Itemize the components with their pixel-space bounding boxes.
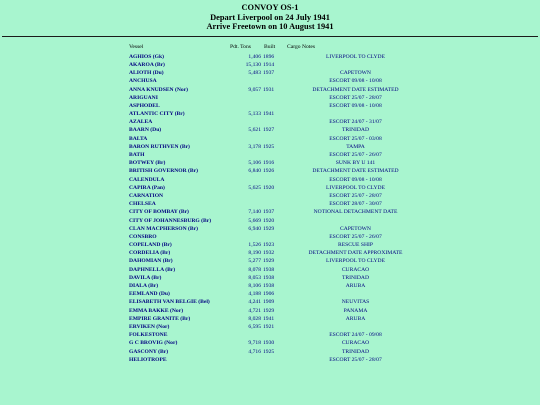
vessel-notes: ARUBA	[345, 283, 366, 290]
vessel-name: ARIGUANI	[129, 94, 158, 101]
table-row	[0, 275, 540, 283]
vessel-tons: 4,721	[248, 307, 261, 314]
vessel-name: DAHOMIAN (Br)	[129, 258, 173, 265]
vessel-built: 1906	[263, 291, 275, 298]
vessel-built: 1926	[263, 168, 275, 175]
column-header-vessel: Vessel	[129, 43, 144, 50]
vessel-notes: SUNK BY U 141	[335, 160, 376, 167]
vessel-name: BATH	[129, 152, 145, 159]
vessel-built: 1927	[263, 127, 275, 134]
table-row	[0, 193, 540, 201]
vessel-built: 1925	[263, 348, 275, 355]
vessel-name: EMMA BAKKE (Nor)	[129, 307, 184, 314]
vessel-name: FOLKESTONE	[129, 332, 168, 339]
vessel-name: GASCONY (Br)	[129, 348, 169, 355]
vessel-name: ANCHUSA	[129, 78, 157, 85]
vessel-notes: TRINIDAD	[341, 274, 370, 281]
vessel-tons: 8,106	[248, 283, 261, 290]
vessel-notes: NEUVITAS	[341, 299, 370, 306]
vessel-built: 1920	[263, 184, 275, 191]
table-header-row	[0, 44, 540, 54]
table-row	[0, 316, 540, 324]
vessel-notes: LIVERPOOL TO CLYDE	[325, 184, 385, 191]
vessel-name: EEMLAND (Du)	[129, 291, 170, 298]
table-row	[0, 242, 540, 250]
table-row	[0, 340, 540, 348]
arrival-line: Arrive Freetown on 10 August 1941	[206, 22, 334, 32]
vessel-notes: ESCORT 25/07 - 03/08	[329, 135, 382, 142]
table-row	[0, 160, 540, 168]
vessel-name: CONSBRO	[129, 233, 157, 240]
convoy-title: CONVOY OS-1	[241, 3, 299, 12]
vessel-tons: 8,078	[248, 266, 261, 273]
departure-line: Depart Liverpool on 24 July 1941	[210, 12, 330, 22]
vessel-notes: ESCORT 25/07 - 28/07	[329, 94, 382, 101]
vessel-name: ERVIKEN (Nor)	[129, 323, 170, 330]
table-row	[0, 70, 540, 78]
column-header-built: Built	[264, 43, 276, 50]
vessel-built: 1938	[263, 283, 275, 290]
column-header-notes: Cargo Notes	[287, 43, 316, 50]
table-row	[0, 185, 540, 193]
convoy-table	[0, 44, 540, 365]
vessel-notes: ESCORT 25/07 - 26/07	[329, 152, 382, 159]
table-row	[0, 291, 540, 299]
vessel-name: ALIOTH (Du)	[129, 70, 164, 77]
vessel-name: ASPHODEL	[129, 102, 160, 109]
vessel-notes: ESCORT 25/07 - 28/07	[329, 356, 382, 363]
vessel-tons: 5,277	[248, 258, 261, 265]
vessel-tons: 6,595	[248, 323, 261, 330]
vessel-name: G C BROVIG (Nor)	[129, 340, 178, 347]
vessel-built: 1938	[263, 266, 275, 273]
vessel-notes: ESCORT 25/07 - 28/07	[329, 192, 382, 199]
vessel-name: DAPHNELLA (Br)	[129, 266, 176, 273]
vessel-name: AKAROA (Br)	[129, 61, 165, 68]
vessel-tons: 4,716	[248, 348, 261, 355]
vessel-tons: 4,188	[248, 291, 261, 298]
table-row	[0, 144, 540, 152]
vessel-tons: 9,057	[248, 86, 261, 93]
vessel-notes: ESCORT 25/07 - 26/07	[329, 233, 382, 240]
vessel-tons: 1,406	[248, 53, 261, 60]
vessel-name: BARON RUTHVEN (Br)	[129, 143, 190, 150]
vessel-name: ANNA KNUDSEN (Nor)	[129, 86, 189, 93]
table-row	[0, 201, 540, 209]
table-row	[0, 103, 540, 111]
vessel-name: ELISABETH VAN BELGIE (Bel)	[129, 299, 210, 306]
table-row	[0, 250, 540, 258]
vessel-name: AGHIOS (Gk)	[129, 53, 164, 60]
vessel-built: 1938	[263, 274, 275, 281]
table-row	[0, 308, 540, 316]
vessel-name: BAARN (Du)	[129, 127, 162, 134]
vessel-built: 1921	[263, 323, 275, 330]
table-row	[0, 349, 540, 357]
vessel-notes: NOTIONAL DETACHMENT DATE	[313, 209, 398, 216]
vessel-built: 1932	[263, 250, 275, 257]
column-header-tons: Pdt. Tons	[230, 43, 251, 50]
table-row	[0, 136, 540, 144]
vessel-tons: 15,130	[245, 61, 261, 68]
vessel-tons: 7,140	[248, 209, 261, 216]
table-row	[0, 332, 540, 340]
vessel-name: DIALA (Br)	[129, 283, 159, 290]
vessel-tons: 5,133	[248, 111, 261, 118]
vessel-tons: 5,669	[248, 217, 261, 224]
vessel-name: CHELSEA	[129, 201, 156, 208]
table-row	[0, 267, 540, 275]
table-row	[0, 324, 540, 332]
vessel-name: COPELAND (Br)	[129, 242, 172, 249]
vessel-built: 1914	[263, 61, 275, 68]
table-row	[0, 177, 540, 185]
table-row	[0, 218, 540, 226]
table-row	[0, 357, 540, 365]
vessel-name: CITY OF BOMBAY (Br)	[129, 209, 189, 216]
vessel-notes: ESCORT 09/08 - 10/08	[329, 102, 382, 109]
table-row	[0, 62, 540, 70]
vessel-tons: 5,483	[248, 70, 261, 77]
vessel-name: AZALEA	[129, 119, 153, 126]
vessel-tons: 4,241	[248, 299, 261, 306]
vessel-notes: RESCUE SHIP	[338, 242, 373, 249]
vessel-name: BALTA	[129, 135, 148, 142]
vessel-notes: ESCORT 28/07 - 30/07	[329, 201, 382, 208]
vessel-notes: ESCORT 09/08 - 10/08	[329, 78, 382, 85]
vessel-name: CORDELIA (Br)	[129, 250, 171, 257]
vessel-tons: 8,028	[248, 315, 261, 322]
vessel-notes: CURACAO	[341, 340, 370, 347]
vessel-notes: ARUBA	[345, 315, 366, 322]
table-row	[0, 258, 540, 266]
table-row	[0, 127, 540, 135]
vessel-notes: LIVERPOOL TO CLYDE	[325, 258, 385, 265]
vessel-notes: ESCORT 09/08 - 10/08	[329, 176, 382, 183]
vessel-name: EMPIRE GRANITE (Br)	[129, 315, 191, 322]
vessel-tons: 5,106	[248, 160, 261, 167]
vessel-notes: CAPETOWN	[340, 70, 371, 77]
vessel-name: BRITISH GOVERNOR (Br)	[129, 168, 198, 175]
vessel-name: DAVILA (Br)	[129, 274, 162, 281]
vessel-built: 1929	[263, 258, 275, 265]
table-row	[0, 111, 540, 119]
table-row	[0, 209, 540, 217]
vessel-tons: 8,053	[248, 274, 261, 281]
vessel-tons: 5,621	[248, 127, 261, 134]
vessel-built: 1937	[263, 70, 275, 77]
vessel-tons: 3,178	[248, 143, 261, 150]
table-row	[0, 168, 540, 176]
vessel-built: 1930	[263, 340, 275, 347]
vessel-name: CITY OF JOHANNESBURG (Br)	[129, 217, 212, 224]
table-row	[0, 299, 540, 307]
vessel-notes: DETACHMENT DATE APPROXIMATE	[308, 250, 403, 257]
vessel-built: 1931	[263, 86, 275, 93]
table-row	[0, 152, 540, 160]
vessel-notes: LIVERPOOL TO CLYDE	[325, 53, 385, 60]
vessel-tons: 1,526	[248, 242, 261, 249]
vessel-notes: TRINIDAD	[341, 348, 370, 355]
vessel-name: HELIOTROPE	[129, 356, 167, 363]
vessel-notes: PANAMA	[343, 307, 368, 314]
vessel-tons: 8,190	[248, 250, 261, 257]
vessel-built: 1920	[263, 217, 275, 224]
table-row	[0, 119, 540, 127]
table-row	[0, 54, 540, 62]
vessel-notes: DETACHMENT DATE ESTIMATED	[312, 86, 399, 93]
table-body	[0, 54, 540, 365]
vessel-built: 1909	[263, 299, 275, 306]
vessel-notes: ESCORT 24/07 - 31/07	[329, 119, 382, 126]
table-row	[0, 234, 540, 242]
vessel-built: 1925	[263, 143, 275, 150]
table-row	[0, 283, 540, 291]
vessel-built: 1916	[263, 160, 275, 167]
vessel-notes: TRINIDAD	[341, 127, 370, 134]
page-header	[0, 0, 540, 32]
table-row	[0, 226, 540, 234]
vessel-name: CAPIRA (Pan)	[129, 184, 165, 191]
vessel-built: 1896	[263, 53, 275, 60]
vessel-built: 1937	[263, 209, 275, 216]
vessel-name: CALENDULA	[129, 176, 165, 183]
header-divider	[2, 36, 538, 37]
vessel-tons: 9,718	[248, 340, 261, 347]
vessel-name: ATLANTIC CITY (Br)	[129, 111, 185, 118]
vessel-notes: ESCORT 24/07 - 09/08	[329, 332, 382, 339]
vessel-built: 1929	[263, 307, 275, 314]
vessel-built: 1929	[263, 225, 275, 232]
vessel-notes: CAPETOWN	[340, 225, 371, 232]
vessel-built: 1923	[263, 242, 275, 249]
vessel-tons: 5,625	[248, 184, 261, 191]
vessel-name: CARNATION	[129, 192, 164, 199]
vessel-name: BOTWEY (Br)	[129, 160, 166, 167]
vessel-built: 1941	[263, 315, 275, 322]
vessel-tons: 6,840	[248, 168, 261, 175]
table-row	[0, 95, 540, 103]
table-row	[0, 87, 540, 95]
table-row	[0, 78, 540, 86]
vessel-built: 1941	[263, 111, 275, 118]
vessel-name: CLAN MACPHERSON (Br)	[129, 225, 198, 232]
vessel-notes: CURACAO	[341, 266, 370, 273]
vessel-tons: 6,940	[248, 225, 261, 232]
vessel-notes: TAMPA	[346, 143, 365, 150]
vessel-notes: DETACHMENT DATE ESTIMATED	[312, 168, 399, 175]
